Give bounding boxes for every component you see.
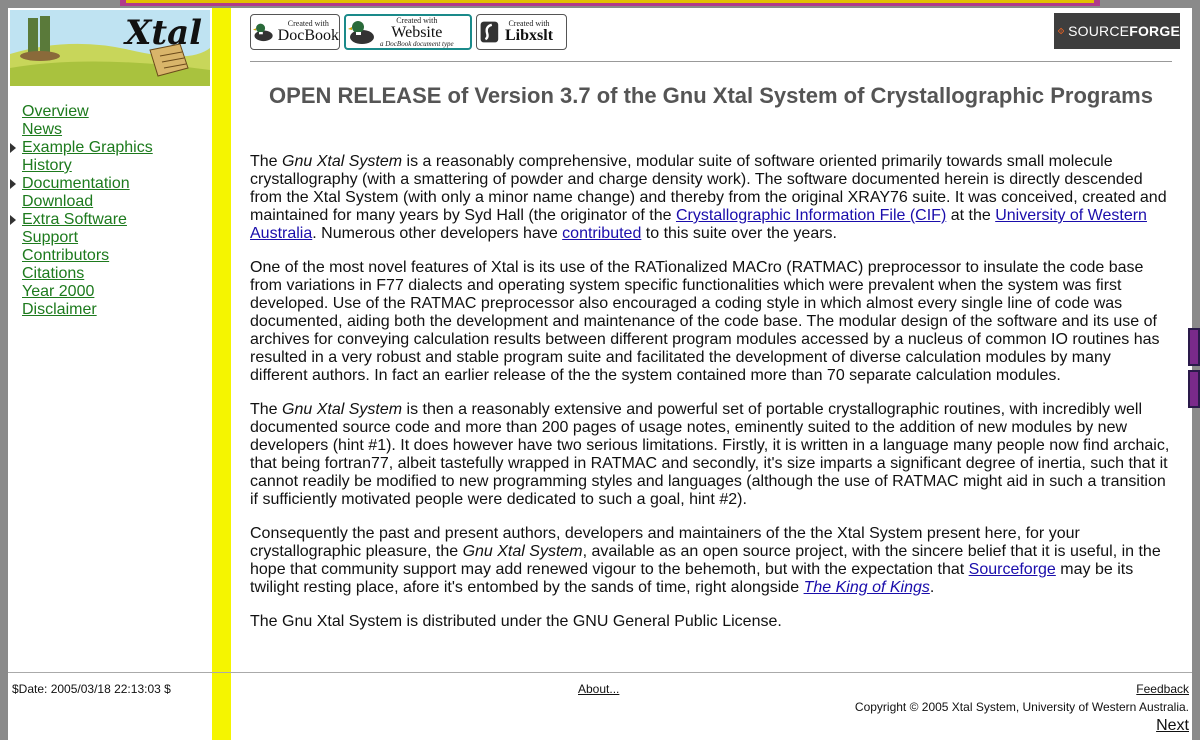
page-title: OPEN RELEASE of Version 3.7 of the Gnu Xtal System of Crystallographic Programs xyxy=(269,83,1153,108)
yellow-divider xyxy=(212,8,231,740)
logo-image xyxy=(10,10,210,86)
text: is a reasonably comprehensive, modular suite of software oriented primarily towards small molecule crystallography (with a smattering of powder and charge density work). The software documented herein is directly descended from the Xtal System (with only a minor name change) and thereby from the original XRAY76 suite. It was conceived, created and maintained for many years by Syd Hall (the originator of the xyxy=(250,153,1167,224)
text: . xyxy=(929,579,935,596)
expand-triangle-icon[interactable] xyxy=(10,215,16,225)
footer-copyright: Copyright © 2005 Xtal System, University of Western Australia. xyxy=(854,700,1189,714)
badge-subtitle: a DocBook document type xyxy=(380,39,454,48)
badge-caption: Created with xyxy=(396,15,438,25)
article-body xyxy=(250,153,1172,647)
text: Consequently the past and present authors, developers and maintainers of the the Xtal System present here, for your crystallographic pleasure, the xyxy=(250,525,1080,560)
text: may be its twilight resting place, afore it's entombed by the sands of time, right alongside xyxy=(250,561,1134,596)
sidebar-link-example-graphics[interactable]: Example Graphics xyxy=(22,139,153,156)
badge-title: Libxslt xyxy=(505,27,554,44)
king-of-kings-link[interactable]: The King of Kings xyxy=(803,579,930,596)
sourceforge-word-light: SOURCE xyxy=(1068,23,1130,39)
contributed-link[interactable]: contributed xyxy=(562,225,642,242)
sidebar xyxy=(8,8,212,672)
uwa-link[interactable]: University of Western Australia xyxy=(250,207,1147,242)
duck-icon xyxy=(253,17,276,47)
sourceforge-wordmark xyxy=(1068,23,1180,39)
logo-text: Xtal xyxy=(125,13,203,53)
text: , available as an open source project, with the sincere belief that it is useful, in the hope that community support may add renewed vigour to the behemoth, but with the expectation that xyxy=(250,543,1161,578)
xtal-logo[interactable] xyxy=(10,10,210,86)
top-border-accent xyxy=(126,0,1094,3)
paragraph-intro xyxy=(250,153,1172,243)
libxslt-badge-text xyxy=(505,20,553,44)
paragraph-open-source xyxy=(250,525,1172,597)
badge-caption: Created with xyxy=(287,19,329,28)
sidebar-link-extra-software[interactable]: Extra Software xyxy=(22,211,127,228)
sidebar-link-contributors[interactable]: Contributors xyxy=(22,247,110,264)
sidebar-link-citations[interactable]: Citations xyxy=(22,265,85,282)
website-badge[interactable] xyxy=(344,14,472,50)
libxslt-badge[interactable] xyxy=(476,14,567,50)
page-frame xyxy=(8,8,1192,740)
sidebar-link-history[interactable]: History xyxy=(22,157,72,174)
cif-link[interactable]: Crystallographic Information File (CIF) xyxy=(675,207,947,224)
footer-divider xyxy=(8,672,1192,673)
emphasis-gnu-xtal: Gnu Xtal System xyxy=(282,153,403,170)
edge-widget[interactable] xyxy=(1188,370,1200,408)
sidebar-link-support[interactable]: Support xyxy=(22,229,79,246)
sidebar-link-documentation[interactable]: Documentation xyxy=(22,175,130,192)
paragraph-limitations xyxy=(250,401,1172,509)
text: . Numerous other developers have xyxy=(312,225,563,242)
paragraph-license: The Gnu Xtal System is distributed under the GNU General Public License. xyxy=(250,613,782,630)
duck-icon xyxy=(348,17,378,47)
expand-triangle-icon[interactable] xyxy=(10,179,16,189)
next-link[interactable]: Next xyxy=(1156,717,1189,734)
sourceforge-link[interactable]: Sourceforge xyxy=(968,561,1056,578)
expand-triangle-icon[interactable] xyxy=(10,143,16,153)
docbook-badge-text xyxy=(278,20,339,44)
feedback-link[interactable]: Feedback xyxy=(1136,682,1189,696)
libxslt-logo-icon xyxy=(479,18,503,46)
sourceforge-word-bold: FORGE xyxy=(1129,23,1180,39)
text: is then a reasonably extensive and powerful set of portable crystallographic routines, with incredibly well documented source code and more than 200 pages of usage notes, eminently suited to the addition of new modules by new developers (hint #1). It does however have two serious limitations. Firstly, it is written in a language many people now find archaic, that being fortran77, albeit tastefully wrapped in RATMAC and secondly, it's size imparts a significant degree of inertia, such that it cannot readily be modified to new programming styles and languages (although the use of RATMAC might aid in such a transition if sufficiently motivated people were dedicated to such a goal, hint #2). xyxy=(250,401,1170,508)
text: at the xyxy=(946,207,996,224)
docbook-badge[interactable] xyxy=(250,14,340,50)
sidebar-link-disclaimer[interactable]: Disclaimer xyxy=(22,301,97,318)
badge-title: Website xyxy=(391,23,443,41)
text: The xyxy=(250,153,283,170)
paragraph-ratmac: One of the most novel features of Xtal is its use of the RATionalized MACro (RATMAC) preprocessor to insulate the code base from variations in F77 dialects and operating system specific functionalities which were prevalent when the system was first developed. Use of the RATMAC preprocessor also encouraged a coding style in which almost every single line of code was documented, aiding both the development and maintenance of the code base. The modular design of the software and its use of archives for conveying calculation results between different program modules accessed by a nucleus of common IO routines has resulted in a very robust and stable program suite and facilitated the development of diverse calculation modules by many different authors. In fact an earlier release of the the system contained more than 70 separate calculation modules. xyxy=(250,259,1160,384)
edge-widget[interactable] xyxy=(1188,328,1200,366)
emphasis-gnu-xtal: Gnu Xtal System xyxy=(282,401,403,418)
sidebar-link-download[interactable]: Download xyxy=(22,193,94,210)
about-link[interactable]: About... xyxy=(578,682,620,696)
badge-caption: Created with xyxy=(508,19,550,28)
header-divider xyxy=(250,61,1172,62)
emphasis-gnu-xtal: Gnu Xtal System xyxy=(462,543,583,560)
sourceforge-diamond-icon xyxy=(1058,20,1064,42)
sourceforge-logo[interactable] xyxy=(1054,13,1180,49)
sidebar-link-news[interactable]: News xyxy=(22,121,63,138)
website-badge-text xyxy=(380,17,454,48)
badge-title: DocBook xyxy=(277,27,339,44)
footer-date: $Date: 2005/03/18 22:13:03 $ xyxy=(12,682,171,696)
sidebar-link-year-2000[interactable]: Year 2000 xyxy=(22,283,95,300)
text: to this suite over the years. xyxy=(641,225,837,242)
text: The xyxy=(250,401,283,418)
sidebar-link-overview[interactable]: Overview xyxy=(22,103,89,120)
